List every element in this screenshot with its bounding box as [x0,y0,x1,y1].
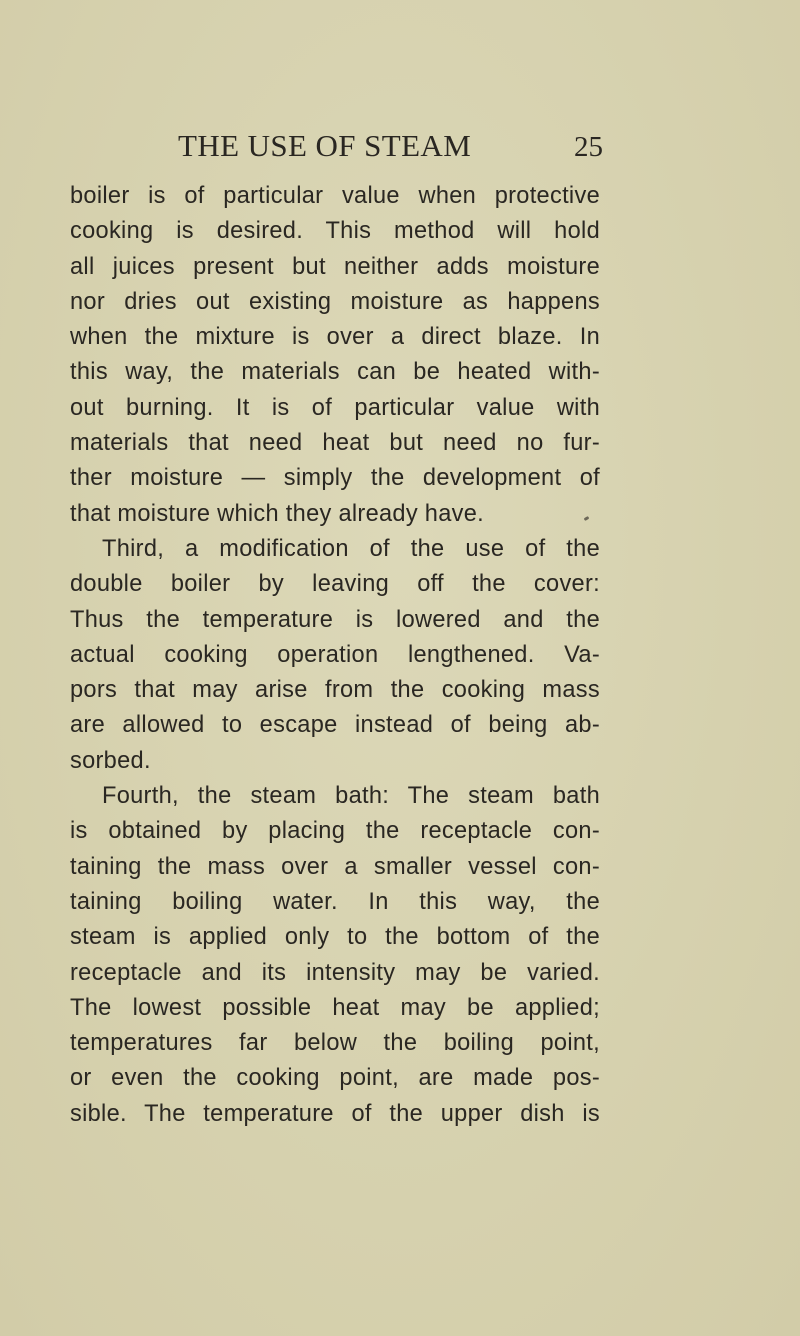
text-line: actual cooking operation lengthened. Va- [70,641,600,668]
paragraph-end-line: sorbed. [70,747,151,774]
text-line: steam is applied only to the bottom of the [70,924,600,951]
text-line: receptacle and its intensity may be varied. [70,959,600,986]
text-line: nor dries out existing moisture as happens [70,288,600,315]
text-line: The lowest possible heat may be applied; [70,994,600,1021]
text-line: is obtained by placing the receptacle con- [70,818,600,845]
text-line: sible. The temperature of the upper dish is [70,1100,600,1127]
text-line: cooking is desired. This method will hold [70,218,600,245]
page-number: 25 [574,131,603,163]
text-line: all juices present but neither adds moisture [70,253,600,280]
paragraph-end-line: that moisture which they already have. [70,500,485,527]
text-line: or even the cooking point, are made pos- [70,1065,600,1092]
text-line: ther moisture — simply the development of [70,465,600,492]
text-line: taining boiling water. In this way, the [70,888,600,915]
body-text [70,179,600,1132]
text-line: out burning. It is of particular value with [70,394,600,421]
text-line: this way, the materials can be heated with- [70,359,600,386]
text-line: pors that may arise from the cooking mass [70,677,600,704]
paragraph-start-line: Fourth, the steam bath: The steam bath [102,783,600,810]
running-head [0,128,800,168]
text-line: are allowed to escape instead of being ab- [70,712,600,739]
text-line: when the mixture is over a direct blaze. In [70,324,600,351]
text-line: Thus the temperature is lowered and the [70,606,600,633]
text-line: materials that need heat but need no fur- [70,430,600,457]
text-line: boiler is of particular value when protective [70,183,600,209]
text-line: double boiler by leaving off the cover: [70,571,600,598]
text-line: taining the mass over a smaller vessel con- [70,853,600,880]
paragraph-start-line: Third, a modification of the use of the [102,535,600,562]
running-title: THE USE OF STEAM [178,128,472,163]
text-line: temperatures far below the boiling point, [70,1030,600,1057]
